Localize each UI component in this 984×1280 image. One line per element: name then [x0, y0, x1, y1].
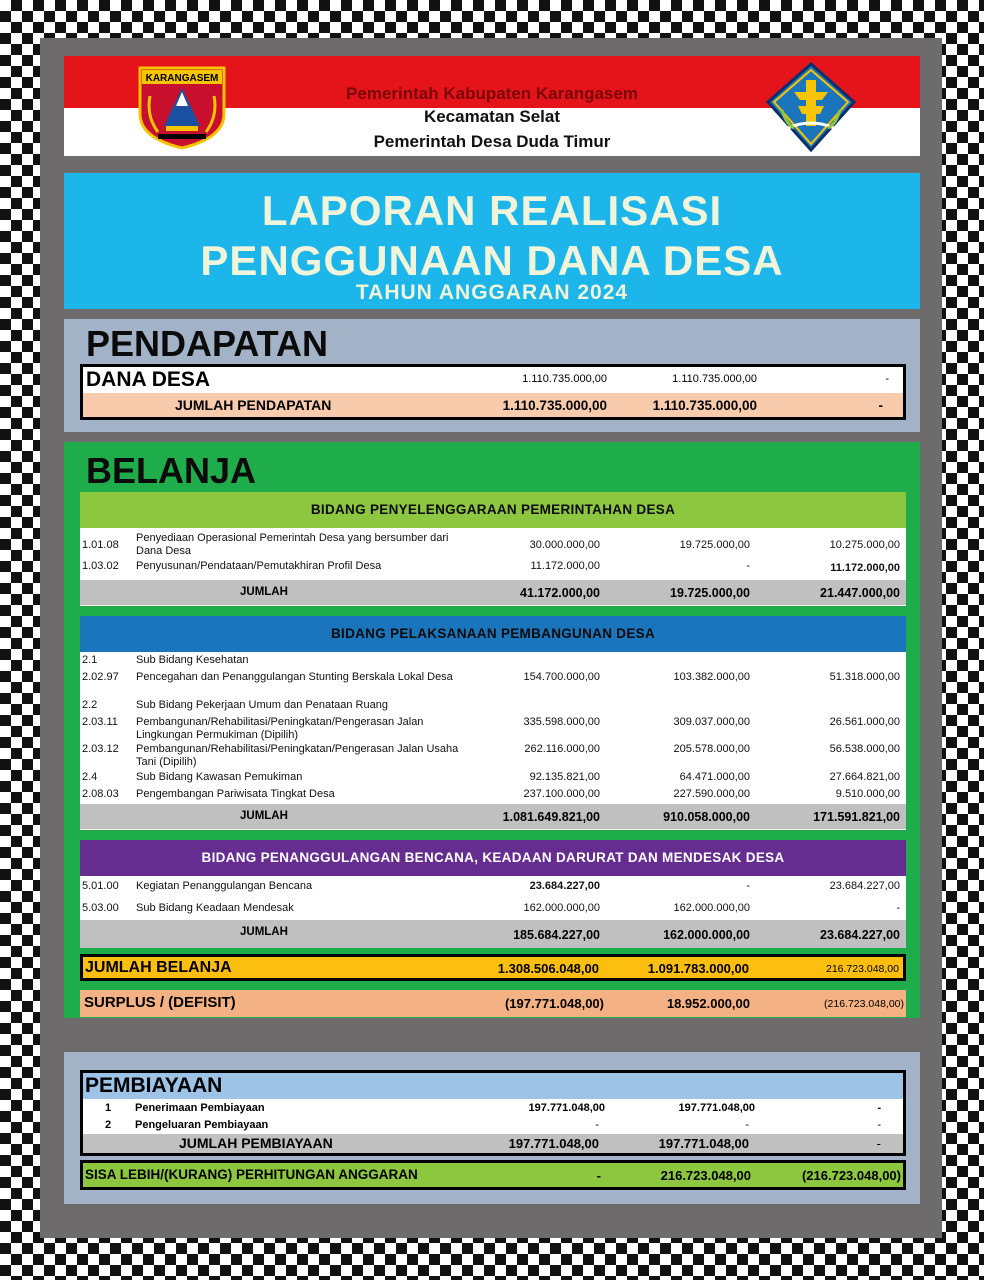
jumlah-realisasi: 19.725.000,00 — [670, 586, 750, 600]
item-description: Penerimaan Pembiayaan — [135, 1102, 265, 1114]
bidang-pembangunan-table — [80, 616, 906, 830]
dana-desa-row — [83, 367, 903, 393]
item-realisasi: 162.000.000,00 — [673, 902, 750, 914]
jumlah-sisa: 171.591.821,00 — [813, 810, 900, 824]
logo-left-text: KARANGASEM — [145, 73, 219, 84]
report-title-banner — [64, 173, 920, 309]
item-sisa: 10.275.000,00 — [829, 539, 900, 551]
belanja-heading: BELANJA — [86, 450, 257, 491]
bidang-pemerintahan-title: BIDANG PENYELENGGARAAN PEMERINTAHAN DESA — [80, 492, 906, 528]
item-sisa: 11.172.000,00 — [830, 562, 900, 574]
dana-desa-sisa: - — [885, 373, 889, 385]
jumlah-anggaran: 1.081.649.821,00 — [502, 810, 600, 824]
header-line-2: Kecamatan Selat — [423, 107, 561, 126]
jumlah-pembiayaan-anggaran: 197.771.048,00 — [508, 1136, 599, 1151]
title-line-2: PENGGUNAAN DANA DESA — [200, 237, 784, 284]
jumlah-pembiayaan-sisa: - — [876, 1136, 881, 1151]
item-description: Pembangunan/Rehabilitasi/Peningkatan/Pengerasan Jalan Lingkungan Permukiman (Dipilih) — [136, 716, 424, 741]
jumlah-label: JUMLAH — [240, 586, 288, 598]
jumlah-pembiayaan-realisasi: 197.771.048,00 — [658, 1136, 749, 1151]
item-code: 2.4 — [82, 771, 98, 783]
sisa-anggaran: - — [596, 1168, 601, 1183]
surplus-realisasi: 18.952.000,00 — [666, 996, 750, 1011]
item-code: 2.03.11 — [82, 716, 118, 728]
header-line-1: Pemerintah Kabupaten Karangasem — [346, 84, 638, 103]
item-anggaran: - — [595, 1119, 599, 1131]
pembiayaan-table — [80, 1070, 906, 1156]
jumlah-pendapatan-label: JUMLAH PENDAPATAN — [175, 397, 332, 413]
item-description: Pencegahan dan Penanggulangan Stunting Berskala Lokal Desa — [136, 671, 453, 683]
surplus-anggaran: (197.771.048,00) — [504, 996, 604, 1011]
jumlah-sisa: 23.684.227,00 — [820, 928, 900, 942]
sisa-sisa: (216.723.048,00) — [801, 1168, 901, 1183]
table-row — [80, 532, 906, 558]
bidang-bencana-title: BIDANG PENANGGULANGAN BENCANA, KEADAAN DARURAT DAN MENDESAK DESA — [80, 840, 906, 876]
jumlah-pendapatan-sisa: - — [878, 398, 883, 413]
item-realisasi: 205.578.000,00 — [673, 743, 750, 755]
bidang-pembangunan-jumlah-row — [80, 804, 906, 829]
item-sisa: 27.664.821,00 — [829, 771, 900, 783]
surplus-label: SURPLUS / (DEFISIT) — [84, 994, 236, 1011]
item-sisa: - — [877, 1102, 881, 1114]
item-description: Sub Bidang Kawasan Pemukiman — [136, 771, 303, 783]
jumlah-pembiayaan-label: JUMLAH PEMBIAYAAN — [179, 1135, 333, 1151]
table-row — [80, 771, 906, 785]
item-sisa: 51.318.000,00 — [829, 671, 900, 683]
sisa-realisasi: 216.723.048,00 — [660, 1168, 751, 1183]
item-code: 2.02.97 — [82, 671, 119, 683]
item-code: 1.01.08 — [82, 539, 119, 551]
item-description: Sub Bidang Pekerjaan Umum dan Penataan Ruang — [136, 699, 388, 711]
jumlah-pendapatan-realisasi: 1.110.735.000,00 — [652, 398, 757, 413]
karangasem-emblem-icon — [136, 66, 228, 150]
surplus-defisit-row — [80, 990, 906, 1017]
item-sisa: - — [896, 902, 900, 914]
item-sisa: 26.561.000,00 — [829, 716, 900, 728]
item-realisasi: 103.382.000,00 — [673, 671, 750, 683]
jumlah-anggaran: 41.172.000,00 — [520, 586, 600, 600]
header-line-3: Pemerintah Desa Duda Timur — [373, 132, 611, 151]
item-realisasi: 227.590.000,00 — [673, 788, 750, 800]
bidang-bencana-jumlah-row — [80, 920, 906, 948]
item-code: 5.03.00 — [82, 902, 119, 914]
item-description: Sub Bidang Keadaan Mendesak — [136, 902, 294, 914]
item-anggaran: 154.700.000,00 — [523, 671, 600, 683]
table-row — [80, 788, 906, 802]
item-code: 2.08.03 — [82, 788, 119, 800]
item-anggaran: 23.684.227,00 — [529, 880, 600, 892]
poster-frame — [40, 38, 942, 1238]
jumlah-anggaran: 185.684.227,00 — [513, 928, 600, 942]
pendapatan-heading: PENDAPATAN — [86, 323, 328, 364]
table-row — [80, 743, 906, 769]
header-banner — [64, 56, 920, 156]
item-number: 2 — [105, 1119, 112, 1131]
item-anggaran: 335.598.000,00 — [523, 716, 600, 728]
bidang-bencana-table — [80, 840, 906, 948]
jumlah-pendapatan-anggaran: 1.110.735.000,00 — [502, 398, 607, 413]
jumlah-belanja-anggaran: 1.308.506.048,00 — [497, 961, 599, 976]
surplus-sisa: (216.723.048,00) — [824, 998, 904, 1010]
item-description: Sub Bidang Kesehatan — [136, 654, 249, 666]
jumlah-sisa: 21.447.000,00 — [820, 586, 900, 600]
bidang-pemerintahan-jumlah-row — [80, 580, 906, 605]
jumlah-belanja-label: JUMLAH BELANJA — [85, 959, 232, 976]
table-row — [83, 1101, 903, 1117]
dana-desa-anggaran: 1.110.735.000,00 — [522, 373, 607, 385]
jumlah-realisasi: 910.058.000,00 — [663, 810, 750, 824]
item-description: Pengeluaran Pembiayaan — [135, 1119, 269, 1131]
pendapatan-table — [80, 364, 906, 420]
jumlah-belanja-row — [80, 954, 906, 981]
item-anggaran: 237.100.000,00 — [523, 788, 600, 800]
item-anggaran: 197.771.048,00 — [528, 1102, 605, 1114]
item-description: Penyusunan/Pendataan/Pemutakhiran Profil Desa — [136, 560, 382, 572]
sisa-label: SISA LEBIH/(KURANG) PERHITUNGAN ANGGARAN — [85, 1167, 418, 1182]
item-realisasi: 197.771.048,00 — [678, 1102, 755, 1114]
table-row — [80, 716, 906, 742]
item-code: 2.1 — [82, 654, 98, 666]
item-description: Kegiatan Penanggulangan Bencana — [136, 880, 313, 892]
jumlah-label: JUMLAH — [240, 926, 288, 938]
pembiayaan-section — [64, 1052, 920, 1204]
item-anggaran: 92.135.821,00 — [529, 771, 600, 783]
desa-emblem-icon — [764, 62, 858, 152]
item-number: 1 — [105, 1102, 112, 1114]
item-description: Penyediaan Operasional Pemerintah Desa yang bersumber dari Dana Desa — [136, 532, 449, 557]
bidang-pembangunan-title: BIDANG PELAKSANAAN PEMBANGUNAN DESA — [80, 616, 906, 652]
title-line-1: LAPORAN REALISASI — [261, 187, 723, 234]
item-code: 5.01.00 — [82, 880, 119, 892]
item-code: 2.2 — [82, 699, 98, 711]
item-sisa: 56.538.000,00 — [829, 743, 900, 755]
item-anggaran: 30.000.000,00 — [529, 539, 600, 551]
item-sisa: - — [877, 1119, 881, 1131]
table-row — [80, 671, 906, 697]
pembiayaan-heading: PEMBIAYAAN — [85, 1074, 223, 1097]
table-row — [80, 654, 906, 668]
item-realisasi: - — [745, 1119, 749, 1131]
jumlah-belanja-realisasi: 1.091.783.000,00 — [647, 961, 749, 976]
jumlah-realisasi: 162.000.000,00 — [663, 928, 750, 942]
item-code: 2.03.12 — [82, 743, 119, 755]
table-row — [80, 560, 906, 578]
item-realisasi: 19.725.000,00 — [679, 539, 750, 551]
item-realisasi: 309.037.000,00 — [673, 716, 750, 728]
item-description: Pembangunan/Rehabilitasi/Peningkatan/Pengerasan Jalan Usaha Tani (Dipilih) — [136, 743, 459, 768]
item-realisasi: 64.471.000,00 — [679, 771, 750, 783]
item-sisa: 9.510.000,00 — [835, 788, 900, 800]
item-anggaran: 11.172.000,00 — [530, 560, 600, 572]
item-realisasi: - — [746, 880, 750, 892]
jumlah-pembiayaan-row — [83, 1134, 903, 1153]
item-sisa: 23.684.227,00 — [829, 880, 900, 892]
bidang-pemerintahan-table — [80, 492, 906, 606]
item-anggaran: 262.116.000,00 — [524, 743, 600, 755]
title-year: TAHUN ANGGARAN 2024 — [355, 281, 629, 304]
dana-desa-label: DANA DESA — [86, 368, 211, 391]
dana-desa-realisasi: 1.110.735.000,00 — [672, 373, 757, 385]
item-description: Pengembangan Pariwisata Tingkat Desa — [136, 788, 335, 800]
sisa-lebih-kurang-row — [80, 1160, 906, 1190]
jumlah-pendapatan-row — [83, 393, 903, 417]
pendapatan-section — [64, 319, 920, 432]
table-row — [80, 880, 906, 894]
jumlah-belanja-sisa: 216.723.048,00 — [826, 963, 899, 975]
item-code: 1.03.02 — [82, 560, 119, 572]
table-row — [80, 699, 906, 713]
jumlah-label: JUMLAH — [240, 810, 288, 822]
item-realisasi: - — [746, 560, 750, 572]
table-row — [80, 902, 906, 916]
pembiayaan-heading-row — [83, 1073, 903, 1099]
item-anggaran: 162.000.000,00 — [523, 902, 600, 914]
belanja-section — [64, 442, 920, 1018]
table-row — [83, 1118, 903, 1134]
